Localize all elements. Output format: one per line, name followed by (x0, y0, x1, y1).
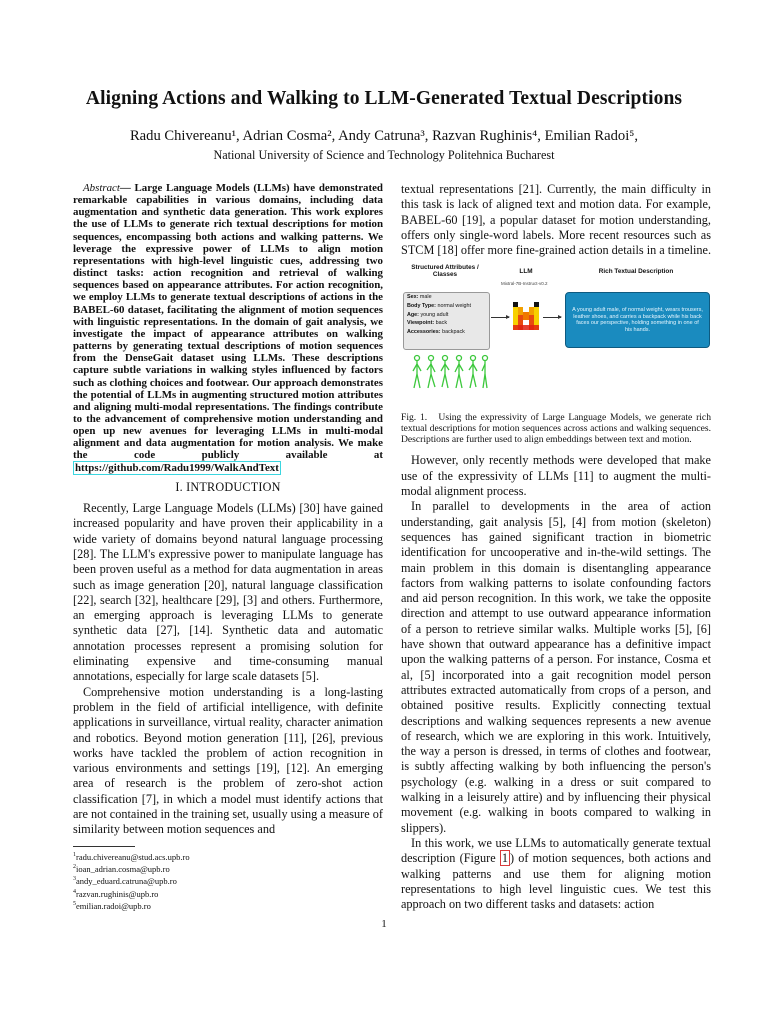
attribute-row: Age: young adult (407, 311, 449, 318)
figure-header-llm: LLM (519, 268, 533, 276)
arrow-icon (491, 317, 509, 318)
attribute-row: Viewpoint: back (407, 320, 448, 327)
footnote: $^2$ioan_adrian.cosma@upb.ro (73, 863, 170, 874)
intro-paragraph-2: Comprehensive motion understanding is a long-lasting problem in the field of artificial intelligence, with definite applications in surveillance, virtual reality, character animation and robotics. Beyond motion generation [11], [26], previous works have tackled the problem of action recognition in various environments and settings [19], [12]. An emerging area of research is the problem of zero-shot action classification [7], in which a model must identify actions that are not contained in the training set, usually using a measure of similarity between motion sequences and (73, 684, 383, 837)
attribute-row: Accessories: backpack (407, 328, 465, 335)
left-column (73, 182, 383, 912)
figure-caption-label: Fig. 1. (401, 412, 428, 424)
right-paragraph-1: However, only recently methods were developed that make use of the expressivity of LLMs [11] to augment the multi-modal alignment process. (401, 453, 711, 499)
footnote: $^1$radu.chivereanu@stud.acs.upb.ro (73, 851, 190, 862)
right-paragraph-continuation: textual representations [21]. Currently, the main difficulty in this task is lack of aligned text and motion data. For example, BABEL-60 [19], a popular dataset for motion understanding, offers only single-word labels. More recent resources such as STCM [18] offer more fine-grained action details in a timeline. (401, 182, 712, 258)
llm-logo-icon (513, 302, 539, 330)
footnote: $^5$emilian.radoi@upb.ro (73, 901, 151, 912)
rich-description-text: A young adult male, of normal weight, wears trousers, leather shoes, and carries a backpack while his back faces our perspective, holding something in one of his hands. (572, 306, 703, 334)
right-paragraph-2: In parallel to developments in the area of action understanding, gait analysis [5], [4] from motion (skeleton) sequences has gained significant traction in biometric identification for uncooperative and in-the-wild settings. The main problem in this domain is disentangling appearance factors from walking patterns to isolate confounding factors and aid person recognition. In this work, we take the opposite direction and attempt to use outward appearance information of a person to retrieve similar walks. Multiple works [5], [6] have shown that outward appearance has a definitive impact upon the walking patterns of a person. For instance, Cosma et al, [5] incorporated into a gait recognition model person attributes extracted automatically from crops of a person, and obtained positive results. Explicitly connecting textual descriptions and walking sequences represents a new avenue of research, which we are exploring in this work. Intuitively, the way a person is dressed, in terms of clothes and footwear, is subtly affecting walking by both influencing the person's psychology (e.g. walking in a dress or suit compared to walking in a leisurely attire) and by influencing their physical movement (e.g. walking in boots compared to walking in slippers). (401, 499, 711, 835)
abstract-label: Abstract (83, 182, 120, 194)
footnotes (73, 850, 383, 912)
figure-header-rich: Rich Textual Description (598, 268, 674, 276)
affiliation: National University of Science and Technology Politehnica Bucharest (213, 148, 555, 162)
paper-title: Aligning Actions and Walking to LLM-Generated Textual Descriptions (85, 88, 683, 109)
footnote: $^4$razvan.rughinis@upb.ro (73, 888, 159, 899)
intro-paragraph-1: Recently, Large Language Models (LLMs) [30] have gained increased popularity and have proven their applicability in a wide variety of domains beyond natural language processing [28]. The LLM's expressive power to manipulate language has been proven useful as a method for data augmentation in areas such as image generation [20], natural language classification [22], search [32], healthcare [29], [3] and others. Furthermore, an emerging approach is leveraging LLMs to generate synthetic data [27], [14]. Synthetic data and automatic annotation processes represent a promising solution for eliminating expensive and time-consuming manual annotations, especially for large scale datasets [5]. (73, 501, 383, 684)
arrow-icon (543, 317, 561, 318)
right-paragraph-3: In this work, we use LLMs to automatically generate textual description (Figure 1 ) of motion sequences, both actions and walking patterns and use them for aligning motion representations to high level linguistic cues. We test this approach on two different tasks and datasets: action (401, 835, 711, 912)
figure-reference-link[interactable]: 1 (501, 851, 508, 866)
skeleton-sequence-icon (411, 354, 489, 392)
author-list: Radu Chivereanu¹, Adrian Cosma², Andy Catruna³, Razvan Rughinis⁴, Emilian Radoi⁵, (129, 128, 639, 144)
footnote: $^3$andy_eduard.catruna@upb.ro (73, 876, 177, 887)
page-number: 1 (381, 918, 387, 930)
code-link[interactable]: https://github.com/Radu1999/WalkAndText (75, 461, 279, 474)
attributes-box (403, 292, 490, 350)
figure-llm-model: Mixtral-7B-Instruct-v0.2 (501, 281, 548, 287)
attribute-row: Sex: male (407, 294, 432, 301)
abstract-text: — Large Language Models (LLMs) have demonstrated remarkable capabilities in various domains, including data augmentation and synthetic data generation. This work explores the use of LLMs to generate rich textual descriptions for motion sequences, encompassing both actions and walking patterns. We leverage the expressive power of LLMs to align motion representations with high-level linguistic cues, addressing two distinct tasks: action recognition and retrieval of walking sequences based on appearance attributes. For action recognition, we employ LLMs to generate textual descriptions of actions in the BABEL-60 dataset, facilitating the alignment of motion sequences with linguistic representations. In the domain of gait analysis, we investigate the impact of appearance attributes on walking patterns by generating textual descriptions of motion sequences from the DenseGait dataset using LLMs. These descriptions capture subtle variations in walking styles influenced by factors such as clothing choices and footwear. Our approach demonstrates the potential of LLMs in augmenting structured motion attributes and aligning multi-modal representations. The findings contribute to the advancement of comprehensive motion understanding and open up new avenues for leveraging LLMs in multi-modal alignment and data augmentation for motion analysis. We make the code publicly available at (73, 182, 383, 462)
footnote-divider (73, 846, 135, 847)
attribute-row: Body Type: normal weight (407, 303, 472, 310)
figure-1 (401, 264, 711, 404)
figure-caption-text: Using the expressivity of Large Language Models, we generate rich textual descriptions for motion sequences across actions and walking sequences. Descriptions are further used to align embeddings between text and motion. (401, 412, 711, 446)
right-column (401, 182, 711, 912)
figure-caption (401, 412, 711, 445)
figure-header-structured: Structured Attributes / Classes (411, 264, 479, 279)
rich-description-box (565, 292, 710, 348)
section-heading-introduction: I. INTRODUCTION (175, 479, 281, 494)
abstract (73, 182, 383, 474)
